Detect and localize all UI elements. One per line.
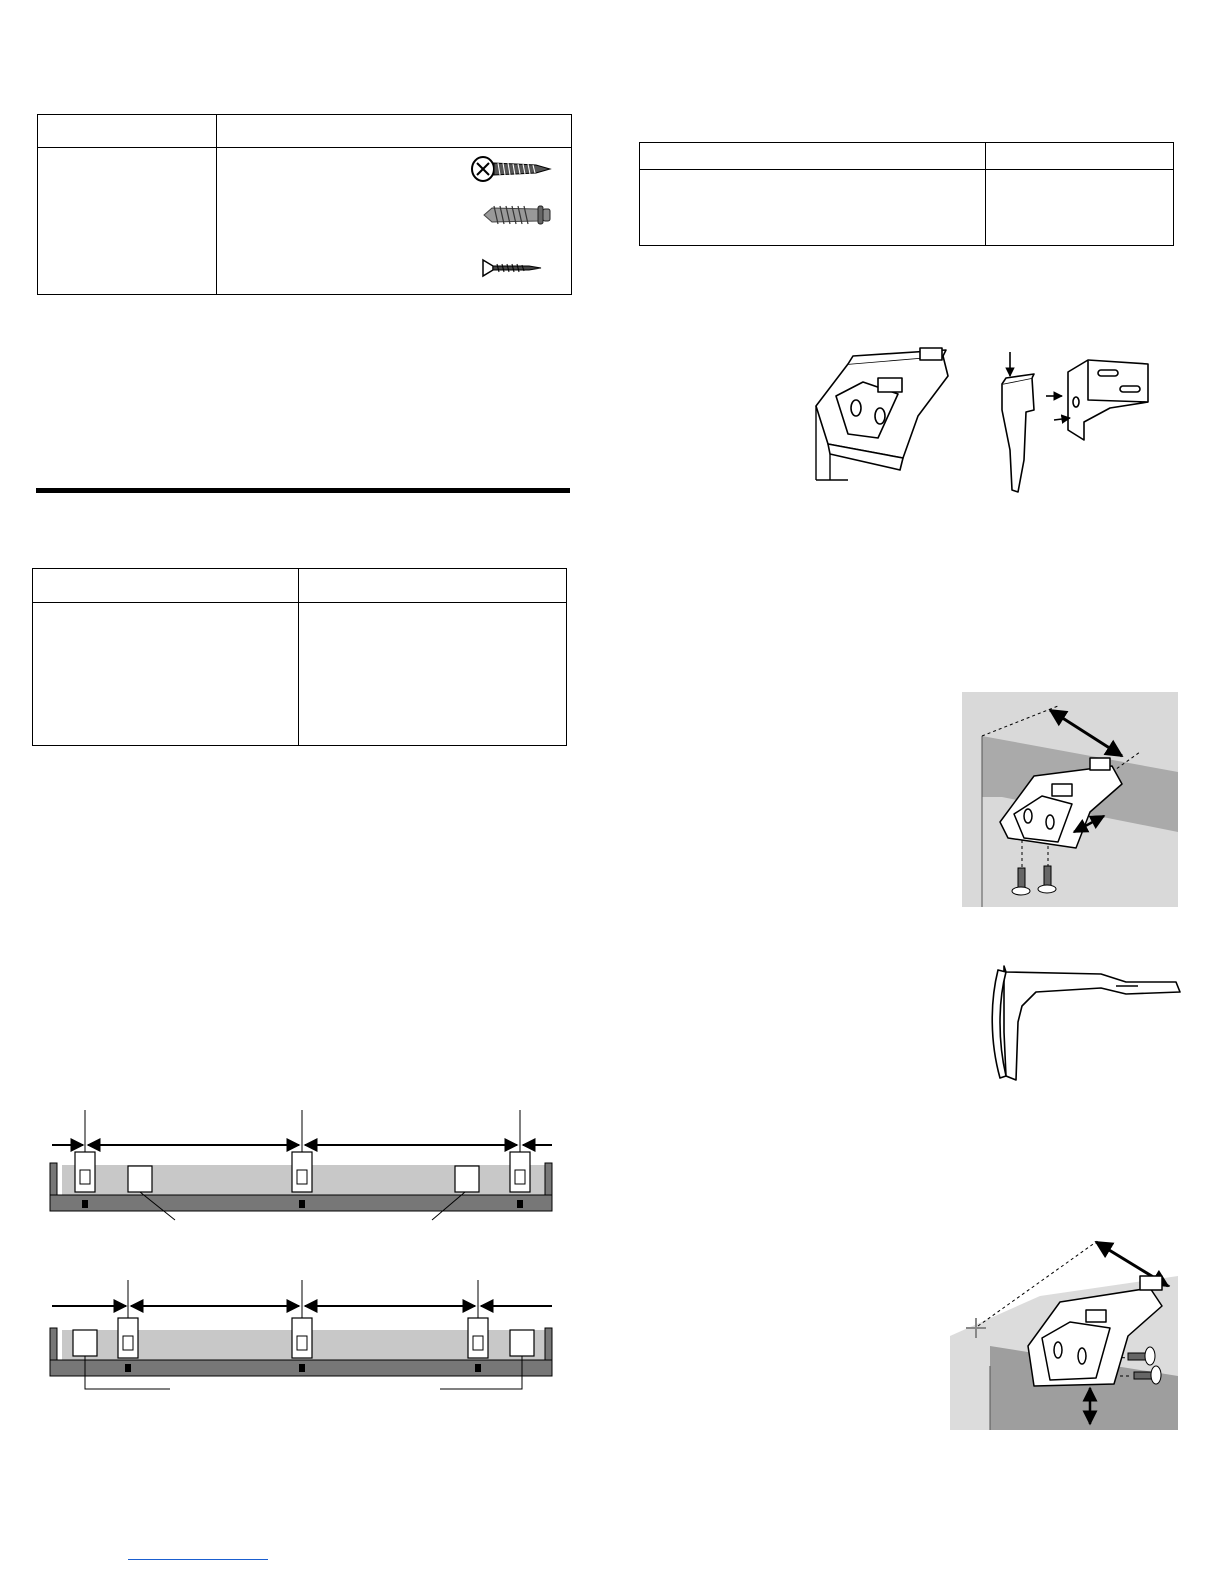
wall-anchor-icon bbox=[482, 203, 552, 227]
pan-head-screw-icon bbox=[470, 154, 552, 184]
inside-mount-illustration bbox=[962, 692, 1178, 907]
bracket-spacing-diagram-bottom bbox=[40, 1280, 560, 1395]
spacer-block-illustration bbox=[976, 962, 1180, 1082]
depth-header-cell-2 bbox=[299, 569, 567, 603]
depth-body-cell-2 bbox=[299, 603, 567, 746]
brackets-body-cell-1 bbox=[640, 170, 986, 246]
hardware-header-cell-2 bbox=[217, 115, 572, 148]
bracket-closed-illustration bbox=[808, 346, 958, 486]
flat-head-screw-icon bbox=[481, 258, 543, 278]
brackets-header-cell-2 bbox=[986, 143, 1174, 170]
bracket-spacing-diagram-top bbox=[40, 1110, 560, 1220]
hardware-header-cell-1 bbox=[38, 115, 217, 148]
footer-link[interactable] bbox=[128, 1559, 268, 1560]
section-divider bbox=[36, 488, 570, 493]
outside-mount-illustration bbox=[950, 1236, 1178, 1430]
hardware-body-cell-1 bbox=[38, 148, 217, 295]
brackets-header-cell-1 bbox=[640, 143, 986, 170]
depth-body-cell-1 bbox=[33, 603, 299, 746]
depth-header-cell-1 bbox=[33, 569, 299, 603]
bracket-exploded-illustration bbox=[998, 350, 1158, 500]
depth-table bbox=[32, 568, 567, 746]
brackets-table bbox=[639, 142, 1174, 246]
brackets-body-cell-2 bbox=[986, 170, 1174, 246]
